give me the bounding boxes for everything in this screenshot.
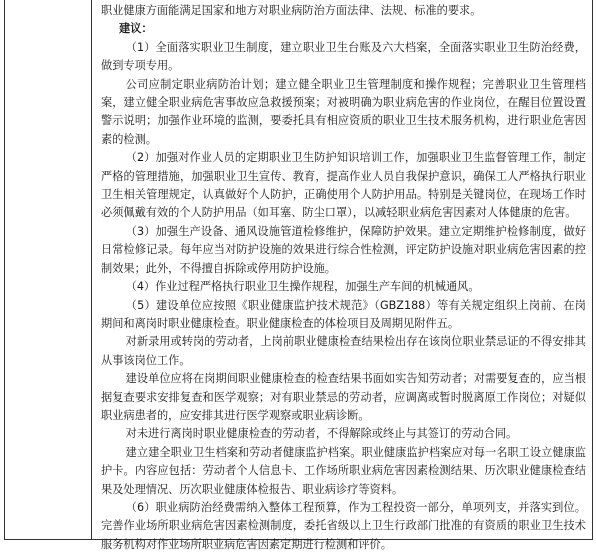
paragraph-1: （1）全面落实职业卫生制度，建立职业卫生台账及六大档案，全面落实职业卫生防治经费，做到专项专用。 (101, 40, 586, 73)
paragraph-7: 对新录用或转岗的劳动者，上岗前职业健康检查结果检出存在该岗位职业禁忌证的不得安排其从事该岗位工作。 (101, 335, 586, 367)
paragraph-6: （5）建设单位应按照《职业健康监护技术规范》（GBZ188）等有关规定组织上岗前、在岗期间和离岗时职业健康检查。职业健康检查的体检项目及周期见附件五。 (101, 298, 586, 330)
paragraph-3: （2）加强对作业人员的定期职业卫生防护知识培训工作，加强职业卫生监督管理工作，制定严格的管理措施，加强职业卫生宣传、教育，提高作业人员自我保护意识，确保工人严格执行职业卫生相关管理规定，认真做好个人防护，正确使用个人防护用品。特别是关键岗位，在现场工作时必须佩戴有效的个人防护用品（如耳塞、防尘口罩），以减轻职业病危害因素对人体健康的危害。 (101, 151, 586, 220)
paragraph-4: （3）加强生产设备、通风设施管道检修维护，保障防护效果。建立定期维护检修制度，做好日常检修记录。每年应当对防护设施的效果进行综合性检测，评定防护设施对职业病危害因素的控制效果；此外，不得擅自拆除或停用防护设施。 (101, 224, 586, 275)
table-frame (4, 0, 593, 551)
intro-text: 职业健康方面能满足国家和地方对职业病防治方面法律、法规、标准的要求。 (101, 4, 482, 17)
paragraph-8: 建设单位应将在岗期间职业健康检查的检查结果书面如实告知劳动者；对需要复查的，应当根据复查要求安排复查和医学观察；对有职业禁忌的劳动者，应调离或暂时脱离原工作岗位；对疑似职业病患者的，应安排其进行医学观察或职业病诊断。 (101, 372, 586, 422)
table-left-cell (5, 0, 92, 539)
paragraph-11: （6）职业病防治经费需纳入整体工程预算，作为工程投资一部分，单项列支，并落实到位。完善作业场所职业病危害因素检测制度，委托省级以上卫生行政部门批准的有资质的职业卫生技术服务机构对作业场所职业病危害因素定期进行检测和评价。 (101, 500, 586, 551)
table-content-cell (92, 0, 592, 551)
paragraph-2: 公司应制定职业病防治计划；建立健全职业卫生管理制度和操作规程；完善职业卫生管理档案，建立健全职业病危害事故应急救援预案；对被明确为职业病危害的作业岗位，在醒目位置设置警示说明；加强作业环境的监测，要委托具有相应资质的职业卫生技术服务机构，进行职业危害因素的检测。 (101, 77, 586, 146)
paragraph-5: （4）作业过程严格执行职业卫生操作规程，加强生产车间的机械通风。 (125, 280, 480, 294)
paragraph-10: 建立建全职业卫生档案和劳动者健康监护档案。职业健康监护档案应对每一名职工设立健康监护卡。内容应包括：劳动者个人信息卡、工作场所职业病危害因素检测结果、历次职业健康检查结果及处理情况、历次职业健康体检报告、职业病诊疗等资料。 (101, 445, 586, 496)
paragraph-9: 对未进行离岗时职业健康检查的劳动者，不得解除或终止与其签订的劳动合同。 (125, 427, 518, 441)
recommendations-heading: 建议： (119, 22, 153, 36)
